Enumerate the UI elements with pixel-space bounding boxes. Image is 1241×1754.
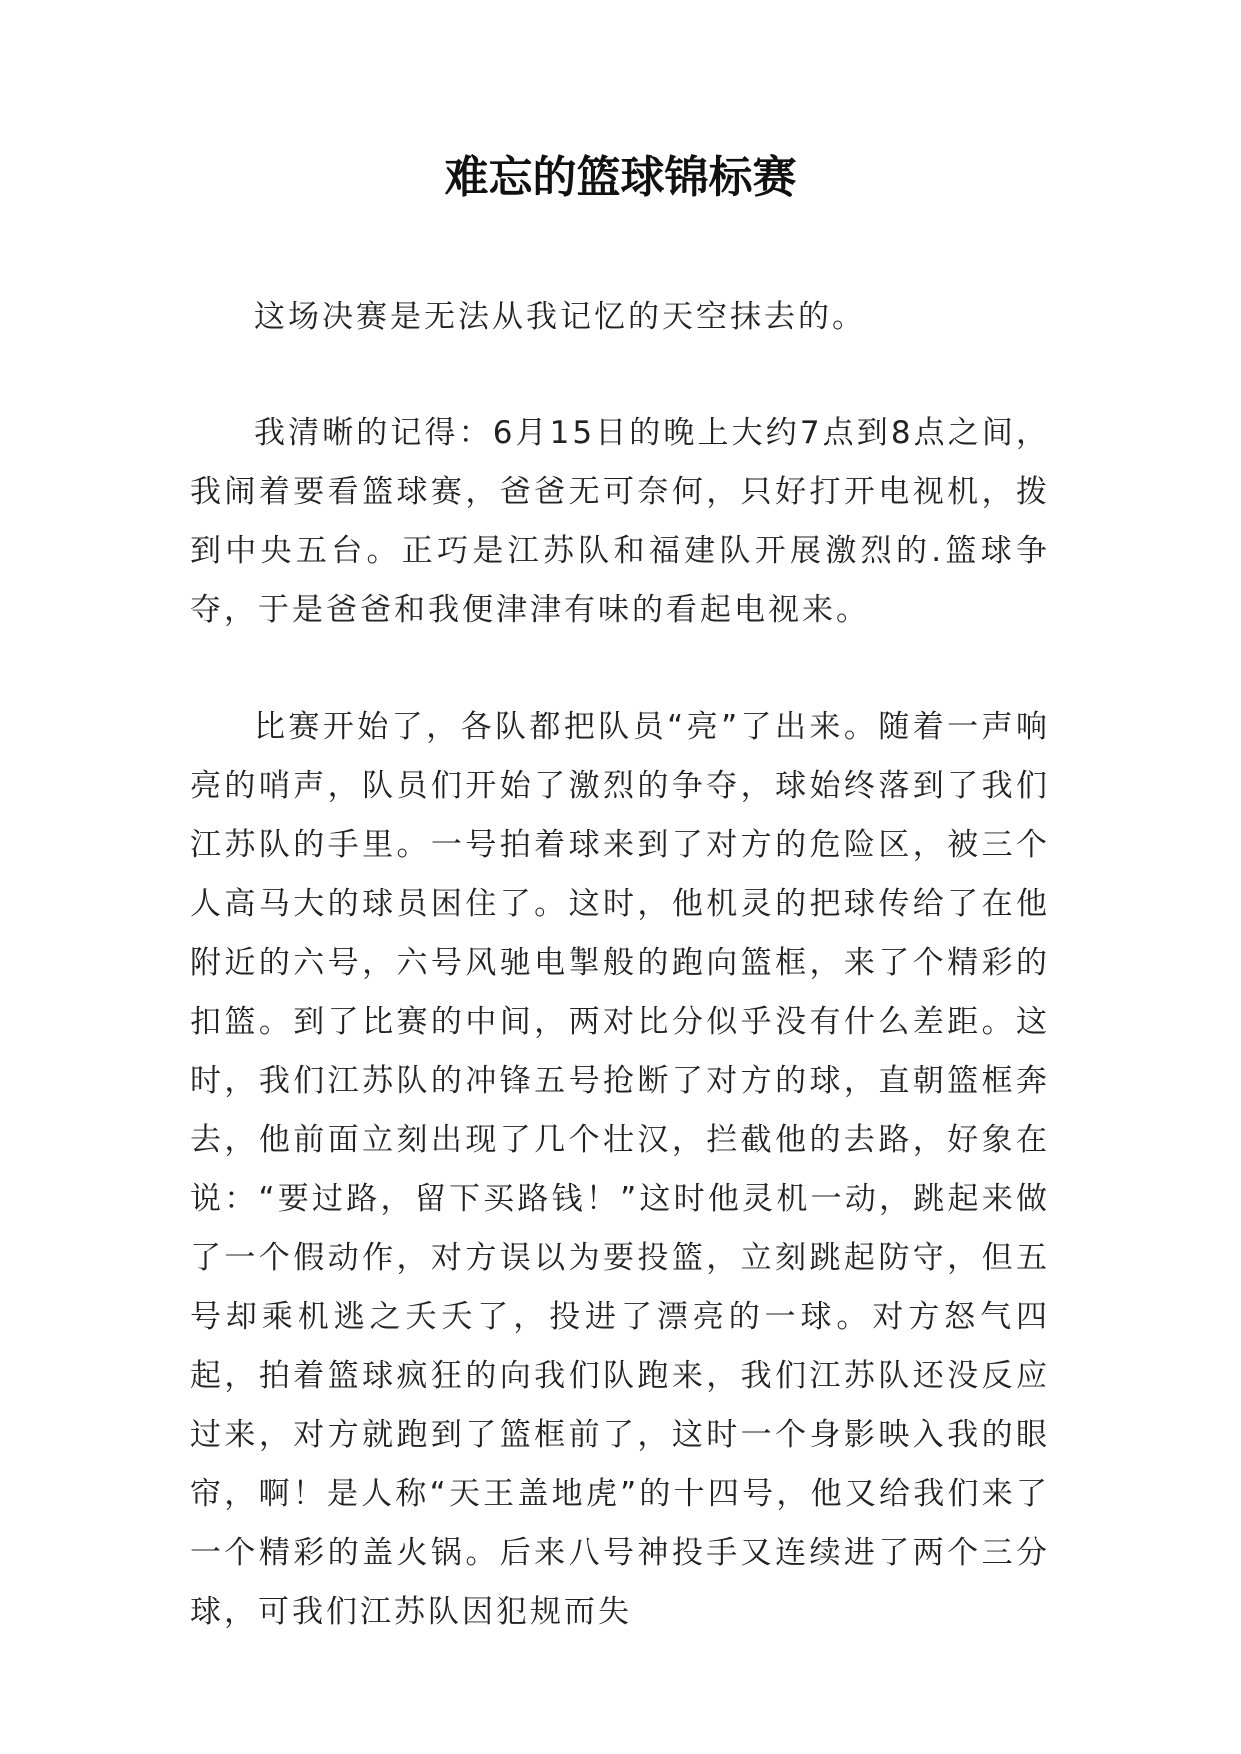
paragraph-1: 这场决赛是无法从我记忆的天空抹去的。 <box>254 299 866 335</box>
paragraph-3: 比赛开始了，各队都把队员“亮”了出来。随着一声响亮的哨声，队员们开始了激烈的争夺，球始终落到了我们江苏队的手里。一号拍着球来到了对方的危险区，被三个人高马大的球员困住了。这时，他机灵的把球传给了在他附近的六号，六号风驰电掣般的跑向篮框，来了个精彩的扣篮。到了比赛的中间，两对比分似乎没有什么差距。这时，我们江苏队的冲锋五号抢断了对方的球，直朝篮框奔去，他前面立刻出现了几个壮汉，拦截他的去路，好象在说：“要过路，留下买路钱！”这时他灵机一动，跳起来做了一个假动作，对方误以为要投篮，立刻跳起防守，但五号却乘机逃之夭夭了，投进了漂亮的一球。对方怒气四起，拍着篮球疯狂的向我们队跑来，我们江苏队还没反应过来，对方就跑到了篮框前了，这时一个身影映入我的眼帘，啊！是人称“天王盖地虎”的十四号，他又给我们来了一个精彩的盖火锅。后来八号神投手又连续进了两个三分球，可我们江苏队因犯规而失 <box>190 709 1050 1630</box>
document-title: 难忘的篮球锦标赛 <box>444 152 797 203</box>
paragraph-2: 我清晰的记得：6月15日的晚上大约7点到8点之间，我闹着要看篮球赛，爸爸无可奈何，只好打开电视机，拨到中央五台。正巧是江苏队和福建队开展激烈的.篮球争夺，于是爸爸和我便津津有味的看起电视来。 <box>190 415 1050 628</box>
